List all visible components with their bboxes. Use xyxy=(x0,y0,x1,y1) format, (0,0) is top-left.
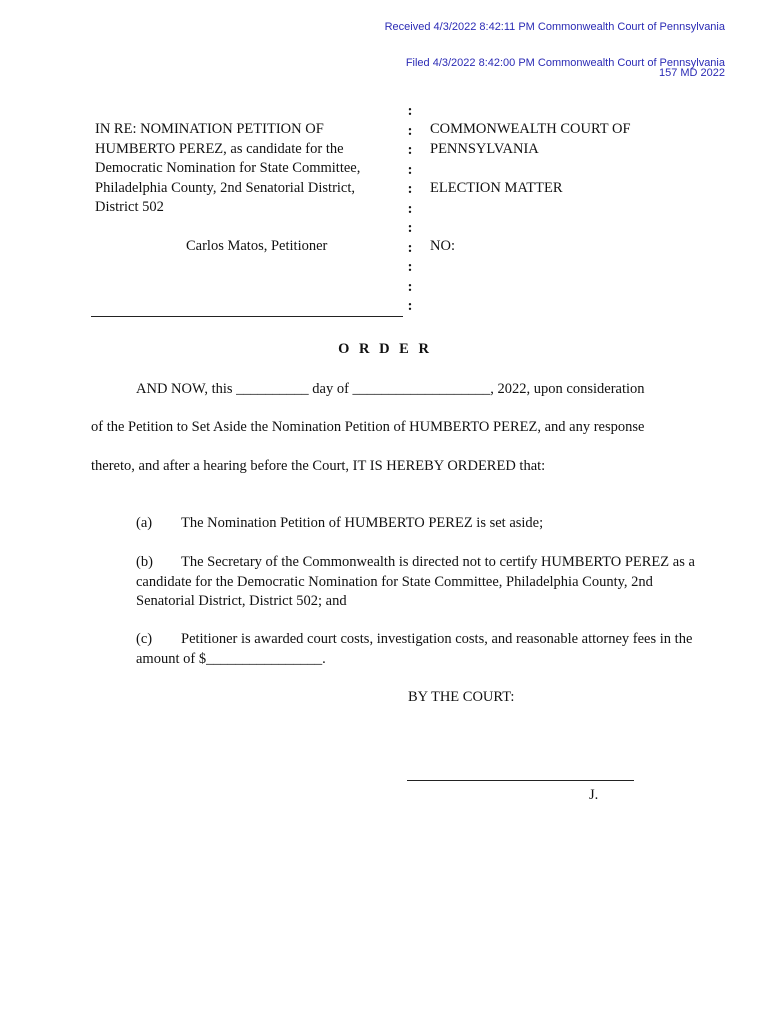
item-text: Petitioner is awarded court costs, investigation costs, and reasonable attorney fees in the amount of $________________. xyxy=(136,631,693,667)
caption-line: District 502 xyxy=(95,199,164,215)
colon: : xyxy=(407,200,413,217)
colon: : xyxy=(407,239,413,256)
caption-line: HUMBERTO PEREZ, as candidate for the xyxy=(95,140,344,157)
case-number-label: NO: xyxy=(430,238,455,254)
colon: : xyxy=(407,278,413,295)
order-item-b xyxy=(136,553,696,612)
item-label: (a) xyxy=(136,515,153,531)
order-title: O R D E R xyxy=(338,341,432,357)
matter-type: ELECTION MATTER xyxy=(430,179,563,196)
colon: : xyxy=(407,103,413,119)
judge-suffix: J. xyxy=(589,787,599,803)
colon: : xyxy=(407,181,413,197)
item-label: (b) xyxy=(136,554,153,570)
by-the-court: BY THE COURT: xyxy=(408,689,515,705)
order-paragraph-line: of the Petition to Set Aside the Nomination Petition of HUMBERTO PEREZ, and any response xyxy=(91,419,645,435)
caption-line: Democratic Nomination for State Committee, xyxy=(95,160,361,176)
colon: : xyxy=(407,142,413,158)
order-paragraph-line: thereto, and after a hearing before the Court, IT IS HEREBY ORDERED that: xyxy=(91,458,546,474)
order-paragraph-line: AND NOW, this __________ day of ___________________, 2022, upon consideration xyxy=(136,381,645,397)
colon: : xyxy=(407,298,413,314)
colon: : xyxy=(407,259,413,275)
order-item-a xyxy=(136,514,696,534)
caption-divider xyxy=(91,316,403,317)
received-stamp: Received 4/3/2022 8:42:11 PM Commonwealth Court of Pennsylvania xyxy=(384,21,725,33)
colon: : xyxy=(407,220,413,236)
filed-stamp: Filed 4/3/2022 8:42:00 PM Commonwealth Court of Pennsylvania xyxy=(405,57,725,69)
caption-line: IN RE: NOMINATION PETITION OF xyxy=(95,121,324,137)
item-text: The Nomination Petition of HUMBERTO PEREZ is set aside; xyxy=(181,515,544,531)
colon: : xyxy=(407,122,413,139)
docket-number: 157 MD 2022 xyxy=(658,67,725,79)
caption-colon-column xyxy=(405,102,415,317)
petitioner-name: Carlos Matos, Petitioner xyxy=(186,238,328,254)
caption-line: Philadelphia County, 2nd Senatorial District, xyxy=(95,179,356,196)
court-name-line1: COMMONWEALTH COURT OF xyxy=(430,121,631,137)
colon: : xyxy=(407,161,413,178)
item-text: The Secretary of the Commonwealth is directed not to certify HUMBERTO PEREZ as a candidate for the Democratic Nomination for State Committee, Philadelphia County, 2nd Senatorial District, District 502; and xyxy=(136,554,695,609)
court-name-line2: PENNSYLVANIA xyxy=(430,140,539,157)
signature-line xyxy=(407,780,634,781)
case-caption-left xyxy=(95,120,395,254)
order-item-c xyxy=(136,630,696,669)
item-label: (c) xyxy=(136,631,153,647)
